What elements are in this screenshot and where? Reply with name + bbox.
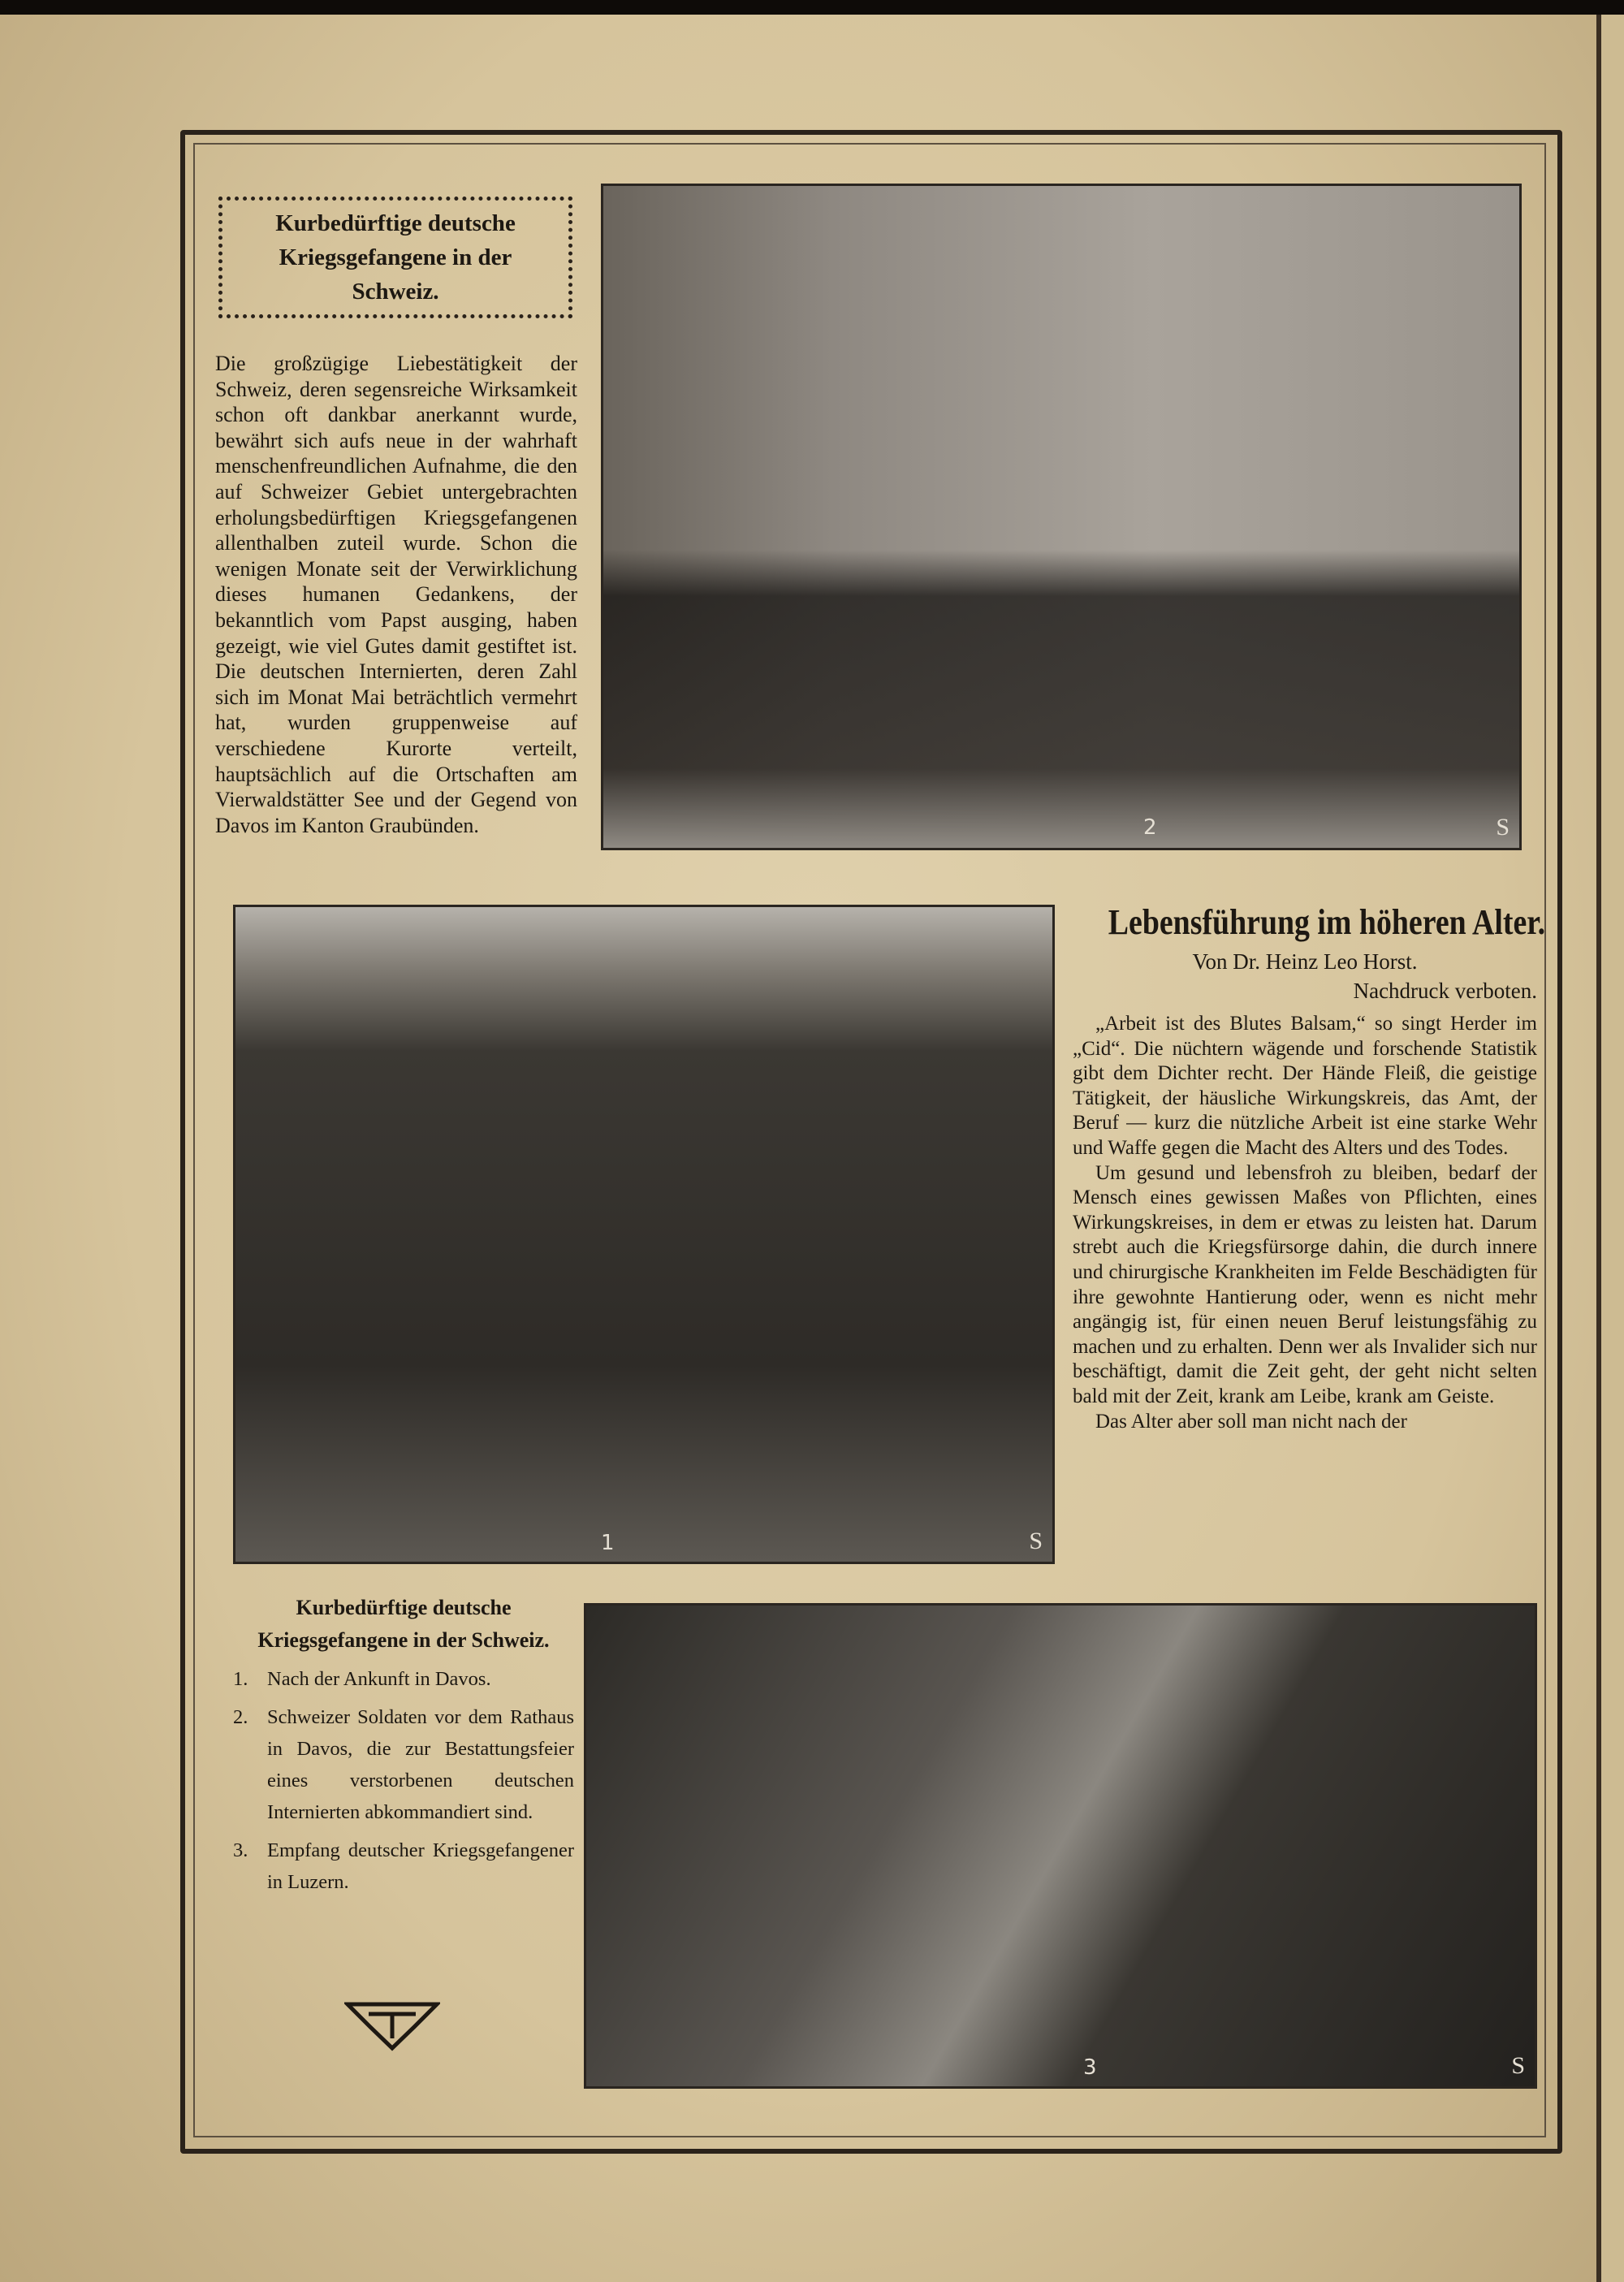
- caption-number: 2.: [233, 1706, 248, 1728]
- caption-heading: Kurbedürftige deutsche Kriegsgefangene in der Schweiz.: [257, 1596, 550, 1652]
- photo-number: 3: [1083, 2055, 1097, 2080]
- caption-item: [233, 1835, 574, 1898]
- caption-text: Nach der Ankunft in Davos.: [267, 1668, 491, 1690]
- sidebar-body: Die großzügige Liebestätigkeit der Schweiz, deren segensreiche Wirksamkeit schon oft dankbar anerkannt wurde, bewährt sich aufs neue in der wahrhaft menschenfreundlichen Aufnahme, die den auf Schweizer Gebiet untergebrachten erholungsbedürftigen Kriegsgefangenen allenthalben zuteil wurde. Schon die wenigen Monate seit der Verwirklichung dieses humanen Gedankens, der bekanntlich vom Papst ausging, haben gezeigt, wie viel Gutes damit gestiftet ist. Die deutschen Internierten, deren Zahl sich im Monat Mai beträchtlich vermehrt hat, wurden gruppenweise auf verschiedene Kurorte verteilt, hauptsächlich auf die Ortschaften am Vierwaldstätter See und der Gegend von Davos im Kanton Graubünden.: [215, 352, 577, 837]
- article-title-wrap: [1073, 900, 1546, 947]
- article-byline: Von Dr. Heinz Leo Horst.: [1192, 949, 1418, 974]
- article-body: [1073, 1012, 1537, 1434]
- photo-reception-luzern: [584, 1603, 1537, 2089]
- article-paragraph: Das Alter aber soll man nicht nach der: [1095, 1410, 1407, 1433]
- caption-item: [233, 1701, 574, 1828]
- caption-number: 1.: [233, 1668, 248, 1690]
- photo-number: 2: [1143, 815, 1157, 840]
- photo-number: 1: [601, 1531, 615, 1555]
- caption-text: Empfang deutscher Kriegsgefangener in Luzern.: [267, 1839, 574, 1893]
- article-paragraph: „Arbeit ist des Blutes Balsam,“ so singt Herder im „Cid“. Die nüchtern wägende und forschende Statistik gibt dem Dichter recht. Der Hände Fleiß, die geistige Tätigkeit, der häusliche Wirkungskreis, das Amt, der Beruf — kurz die nützliche Arbeit ist eine starke Wehr und Waffe gegen die Macht des Alters und des Todes.: [1073, 1013, 1537, 1159]
- next-page-edge: [1601, 15, 1624, 2282]
- photo-soldiers-rathaus: [601, 184, 1522, 850]
- sidebar-title: Kurbedürftige deutsche Kriegsgefangene in der Schweiz.: [275, 210, 516, 305]
- photographer-monogram: S: [1029, 1528, 1043, 1554]
- caption-number: 3.: [233, 1839, 248, 1861]
- photographer-monogram: S: [1496, 814, 1510, 841]
- article-paragraph: Um gesund und lebensfroh zu bleiben, bedarf der Mensch eines gewissen Maßes von Pflichten, eines Wirkungskreises, in dem er etwas zu leisten hat. Darum strebt auch die Kriegsfürsorge dahin, die durch innere und chirurgische Krankheiten im Felde Beschädigten für ihre gewohnte Hantierung oder, wenn es nicht mehr angängig ist, für einen neuen Beruf leistungsfähig zu machen und zu erhalten. Denn wer als Invalider sich nur beschäftigt, damit die Zeit geht, der geht nicht selten bald mit der Zeit, krank am Leibe, krank am Geiste.: [1073, 1161, 1537, 1407]
- scan-top-edge: [0, 0, 1624, 15]
- caption-list: [233, 1663, 574, 1904]
- caption-item: [233, 1663, 574, 1695]
- photo-arrival-davos: [233, 905, 1055, 1564]
- article-title: Lebensführung im höheren Alter.: [1108, 902, 1546, 942]
- sidebar-title-box: [218, 197, 572, 318]
- binding-line: [1596, 15, 1601, 2282]
- photographer-monogram: S: [1511, 2052, 1525, 2079]
- publisher-logo-icon: [344, 1998, 440, 2051]
- caption-text: Schweizer Soldaten vor dem Rathaus in Davos, die zur Bestattungsfeier eines verstorbenen deutschen Internierten abkommandiert sind.: [267, 1706, 574, 1823]
- reprint-notice: Nachdruck verboten.: [1353, 979, 1537, 1003]
